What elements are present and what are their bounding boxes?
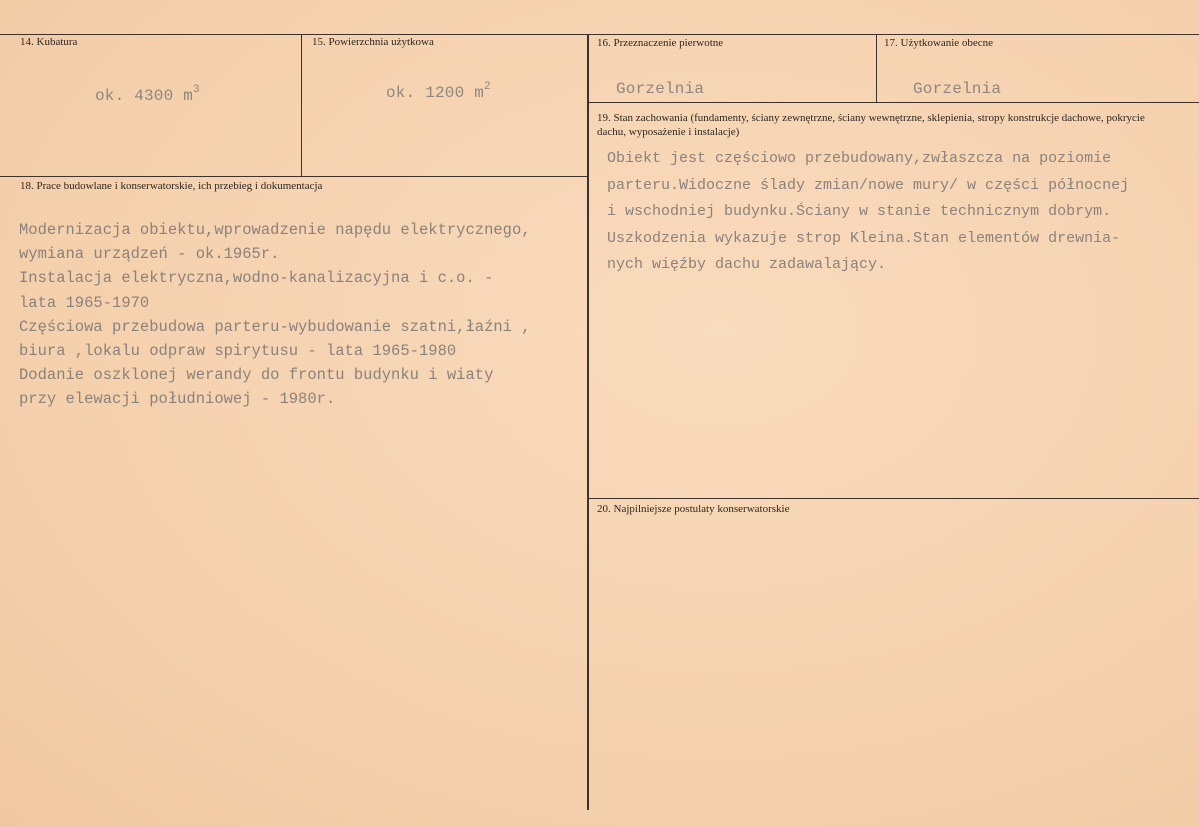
field-17-label: 17. Użytkowanie obecne <box>884 37 994 49</box>
field-16-value: Gorzelnia <box>616 80 705 98</box>
field-14-unit-exponent: 3 <box>193 84 200 96</box>
field-15-label: 15. Powierzchnia użytkowa <box>312 36 434 48</box>
field-14-value <box>95 84 200 105</box>
field-19-text <box>607 146 1129 279</box>
field-19-label: 19. Stan zachowania (fundamenty, ściany zewnętrzne, ściany wewnętrzne, sklepienia, stropy konstrukcje dachowe, pokrycie dachu, wyposażenie i instalacje) <box>597 112 1145 138</box>
top-border <box>0 34 1199 35</box>
field-19-line: Uszkodzenia wykazuje strop Kleina.Stan elementów drewnia- <box>607 229 1121 247</box>
divider-v-14-15 <box>301 34 302 176</box>
field-19-line: nych więźby dachu zadawalający. <box>607 256 887 273</box>
field-19-line: Obiekt jest częściowo przebudowany,zwłaszcza na poziomie <box>607 150 1112 167</box>
field-18-line: biura ,lokalu odpraw spirytusu - lata 1965-1980 <box>19 342 457 361</box>
field-18-line: Dodanie oszklonej werandy do frontu budynku i wiaty <box>19 366 494 385</box>
field-15-value <box>386 81 491 102</box>
field-18-text <box>19 218 531 412</box>
field-18-line: Modernizacja obiektu,wprowadzenie napędu elektrycznego, <box>19 221 531 239</box>
field-17-value: Gorzelnia <box>913 80 1002 98</box>
field-20-label: 20. Najpilniejsze postulaty konserwatorskie <box>597 503 790 515</box>
divider-v-16-17 <box>876 34 877 102</box>
field-15-value-text: ok. 1200 m <box>386 84 485 102</box>
field-19-line: parteru.Widoczne ślady zmian/nowe mury/ w części północnej <box>607 176 1130 194</box>
field-16-label: 16. Przeznaczenie pierwotne <box>597 37 724 49</box>
divider-h-18-top <box>0 176 588 177</box>
field-19-line: i wschodniej budynku.Ściany w stanie technicznym dobrym. <box>607 203 1112 220</box>
field-15-unit-exponent: 2 <box>484 81 491 93</box>
field-18-line: Częściowa przebudowa parteru-wybudowanie szatni,łaźni , <box>19 317 531 336</box>
field-18-label: 18. Prace budowlane i konserwatorskie, ich przebieg i dokumentacja <box>20 180 323 192</box>
divider-h-19-top <box>588 102 1199 103</box>
divider-h-20-top <box>588 498 1199 499</box>
field-14-label: 14. Kubatura <box>20 36 78 48</box>
field-18-line: przy elewacji południowej - 1980r. <box>19 390 336 409</box>
field-18-line: wymiana urządzeń - ok.1965r. <box>19 245 280 264</box>
field-18-line: lata 1965-1970 <box>19 293 150 312</box>
field-18-line: Instalacja elektryczna,wodno-kanalizacyjna i c.o. - <box>19 269 494 288</box>
field-14-value-text: ok. 4300 m <box>95 87 194 105</box>
divider-v-main <box>587 34 589 810</box>
